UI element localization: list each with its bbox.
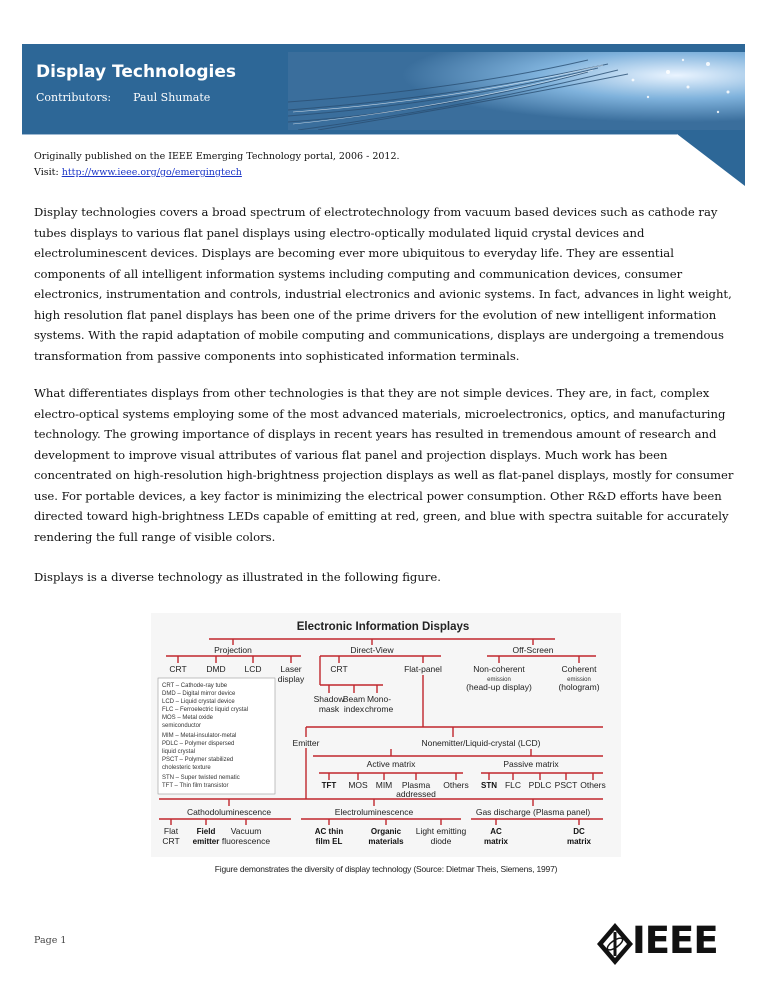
legend-line: LCD – Liquid crystal device: [162, 699, 235, 705]
bottom-flat-1: Flat: [163, 826, 179, 836]
active-mim: MIM: [375, 780, 393, 790]
off-coh-1: Coherent: [561, 664, 597, 674]
proj-crt: CRT: [169, 664, 187, 674]
bottom-dc-matrix-2: matrix: [566, 837, 592, 846]
proj-lcd: LCD: [244, 664, 262, 674]
gas-discharge-label: Gas discharge (Plasma panel): [475, 807, 591, 817]
direct-flat-panel: Flat-panel: [404, 664, 442, 674]
bottom-ac-matrix-1: AC: [490, 827, 502, 836]
off-noncoh-3: (head-up display): [466, 682, 532, 692]
proj-dmd: DMD: [206, 664, 226, 674]
bottom-organic-1: Organic: [370, 827, 402, 836]
bottom-ac-thin-2: film EL: [315, 837, 343, 846]
bottom-vacuum-2: fluorescence: [221, 836, 271, 846]
publication-info: [34, 149, 400, 181]
figure-caption: Figure demonstrates the diversity of display technology (Source: Dietmar Theis, Siemens, 1997): [214, 864, 558, 874]
bottom-led-2: diode: [430, 836, 452, 846]
group-direct-view: Direct-View: [350, 645, 394, 655]
direct-beam-2: index: [343, 704, 365, 714]
legend-line: STN – Super twisted nematic: [162, 775, 240, 781]
display-taxonomy-figure: [151, 613, 621, 857]
cathodoluminescence-label: Cathodoluminescence: [186, 807, 272, 817]
group-projection: Projection: [214, 645, 252, 655]
emitter-label: Emitter: [292, 738, 320, 748]
passive-psct: PSCT: [554, 780, 578, 790]
off-coh-2: emission: [567, 677, 591, 683]
legend-line: CRT – Cathode-ray tube: [162, 683, 228, 689]
direct-mono-1: Mono-: [366, 694, 392, 704]
page-number: Page 1: [34, 935, 67, 946]
contributors-label: Contributors:: [36, 91, 112, 104]
bottom-organic-2: materials: [368, 837, 404, 846]
legend-line: cholesteric texture: [162, 765, 211, 771]
contributors: [36, 91, 232, 104]
nonemitter-label: Nonemitter/Liquid-crystal (LCD): [421, 738, 541, 748]
legend-line: liquid crystal: [162, 749, 196, 755]
paragraph-figure-intro: Displays is a diverse technology as illustrated in the following figure.: [34, 570, 441, 584]
proj-laser-2: display: [277, 674, 305, 684]
passive-stn: STN: [481, 781, 497, 790]
visit-label: Visit:: [34, 167, 59, 178]
active-mos: MOS: [348, 780, 368, 790]
legend-line: semiconductor: [162, 723, 202, 729]
legend-line: MOS – Metal oxide: [162, 715, 214, 721]
fiber-optics-photo: [288, 52, 745, 130]
ieee-logo-text: IEEE: [632, 919, 718, 962]
visit-line: [34, 165, 400, 181]
legend-line: FLC – Ferroelectric liquid crystal: [162, 707, 249, 713]
active-plasma-2: addressed: [396, 789, 436, 799]
off-noncoh-2: emission: [487, 677, 511, 683]
bottom-field-2: emitter: [192, 837, 220, 846]
passive-flc: FLC: [504, 780, 522, 790]
passive-pdlc: PDLC: [528, 780, 552, 790]
direct-mono-2: chrome: [364, 704, 394, 714]
direct-beam-1: Beam: [342, 694, 366, 704]
legend-line: PSCT – Polymer stabilized: [162, 757, 234, 763]
passive-matrix-label: Passive matrix: [503, 759, 559, 769]
contributor-name: Paul Shumate: [133, 91, 211, 104]
bottom-led-1: Light emitting: [415, 826, 467, 836]
bottom-vacuum-1: Vacuum: [230, 826, 262, 836]
legend-line: DMD – Digital mirror device: [162, 691, 236, 697]
passive-others: Others: [580, 780, 606, 790]
publication-line: Originally published on the IEEE Emerging Technology portal, 2006 - 2012.: [34, 151, 400, 162]
direct-shadow-1: Shadow: [313, 694, 345, 704]
legend-line: TFT – Thin film transistor: [162, 783, 229, 789]
group-off-screen: Off-Screen: [512, 645, 554, 655]
paragraph-differentiates: What differentiates displays from other technologies is that they are not simple devices. They are, in fact, complex electro-optical systems employing some of the most advanced materials, microelectronics, optics, and manufacturing technology. The growing importance of displays in recent years has resulted in tremendous amount of research and development to improve visual attributes of various flat panel and projection displays. Much work has been concentrated on high-resolution high-brightness projection displays as well as flat-panel displays, mostly for consumer use. For portable devices, a key factor is minimizing the electrical power consumption. Other R&D efforts have been directed toward high-brightness LEDs capable of emitting at red, green, and blue with spectra suitable for accurately rendering the full range of visible colors.: [34, 386, 734, 544]
active-matrix-label: Active matrix: [366, 759, 416, 769]
bottom-ac-thin-1: AC thin: [314, 827, 344, 836]
active-tft: TFT: [321, 781, 337, 790]
legend-line: MIM – Metal-insulator-metal: [162, 733, 237, 739]
bottom-ac-matrix-2: matrix: [483, 837, 509, 846]
proj-laser-1: Laser: [280, 664, 302, 674]
active-others: Others: [443, 780, 469, 790]
direct-shadow-2: mask: [318, 704, 340, 714]
active-plasma-1: Plasma: [401, 780, 431, 790]
document-title: Display Technologies: [36, 62, 236, 82]
emergingtech-link[interactable]: http://www.ieee.org/go/emergingtech: [61, 167, 242, 178]
figure-title: Electronic Information Displays: [296, 621, 470, 633]
legend-line: PDLC – Polymer dispersed: [162, 741, 235, 747]
electroluminescence-label: Electroluminescence: [334, 807, 414, 817]
bottom-dc-matrix-1: DC: [573, 827, 585, 836]
off-noncoh-1: Non-coherent: [473, 664, 525, 674]
bottom-flat-2: CRT: [162, 836, 180, 846]
direct-crt: CRT: [330, 664, 348, 674]
bottom-field-1: Field: [196, 827, 216, 836]
off-coh-3: (hologram): [558, 682, 600, 692]
paragraph-intro: Display technologies covers a broad spectrum of electrotechnology from vacuum based devices such as cathode ray tubes displays to various flat panel displays using electro-optically modulated liquid crystal devices and electroluminescent devices. Displays are becoming ever more ubiquitous to everyday life. They are essential components of all intelligent information systems including computing and communication devices, consumer electronics, instrumentation and controls, industrial electronics and avionic systems. In fact, advances in light weight, high resolution flat panel displays has been one of the prime drivers for the evolution of new intelligent information systems. With the rapid adaptation of mobile computing and communications, displays are undergoing a tremendous transformation from passive components into sophisticated information terminals.: [34, 205, 732, 363]
